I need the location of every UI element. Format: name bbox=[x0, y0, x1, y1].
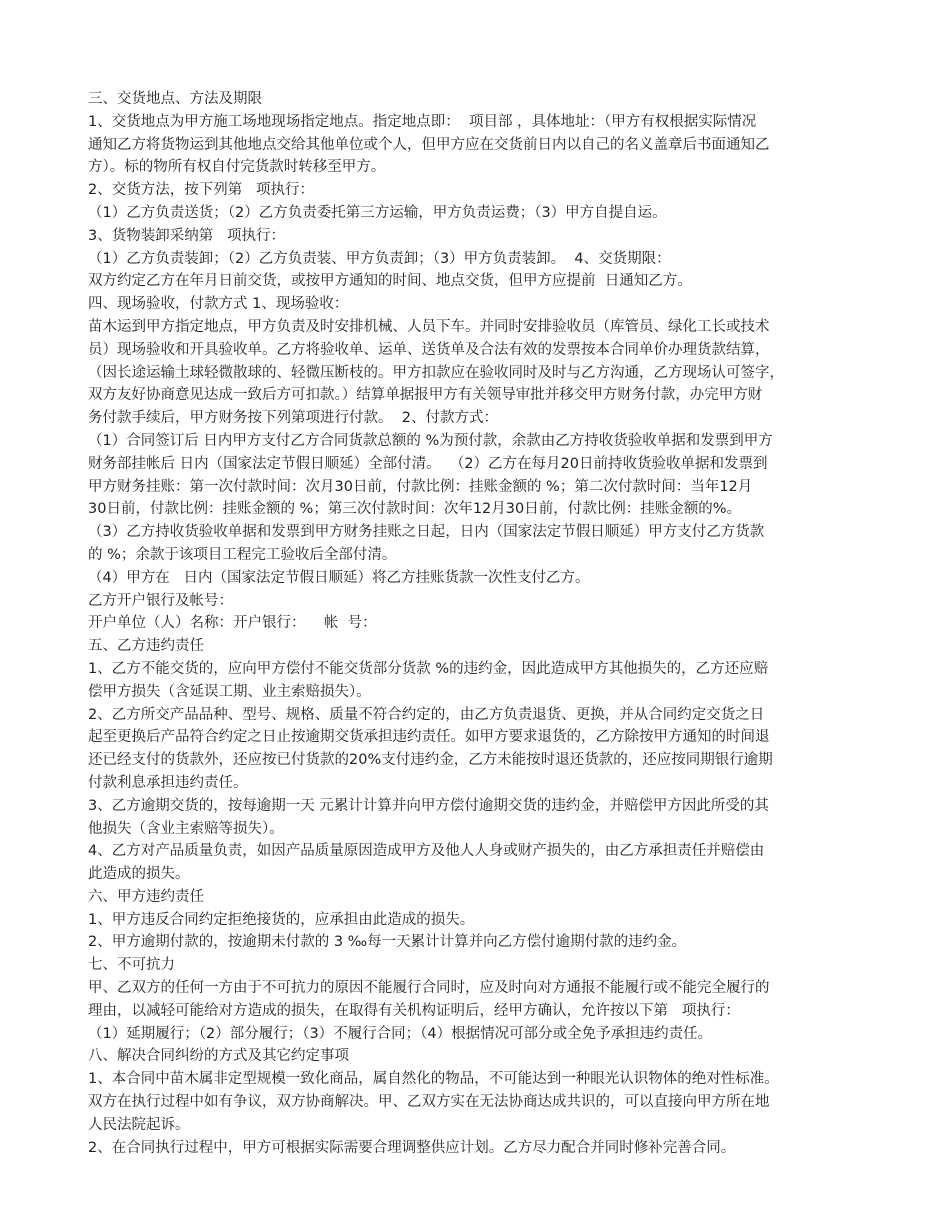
paragraph-line: 还已经支付的货款外，还应按已付货款的20%支付违约金，乙方未能按时退还货款的，还应按同期银行逾期 bbox=[88, 752, 773, 769]
paragraph-line: 双方友好协商意见达成一致后方可扣款。）结算单据报甲方有关领导审批并移交甲方财务付款，办完甲方财 bbox=[88, 387, 763, 404]
paragraph-line: 2、在合同执行过程中，甲方可根据实际需要合理调整供应计划。乙方尽力配合并同时修补完善合同。 bbox=[88, 1139, 736, 1156]
paragraph-line: 人民法院起诉。 bbox=[88, 1116, 190, 1133]
paragraph-line: 的 %；余款于该项目工程完工验收后全部付清。 bbox=[88, 546, 397, 563]
section-heading-dispute-resolution: 八、解决合同纠纷的方式及其它约定事项 bbox=[88, 1048, 349, 1065]
paragraph-line: （1）合同签订后 日内甲方支付乙方合同货款总额的 %为预付款，余款由乙方持收货验收单据和发票到甲方 bbox=[88, 432, 773, 449]
paragraph-line: 1、本合同中苗木属非定型规模一致化商品，属自然化的物品，不可能达到一种眼光认识物体的绝对性标准。 bbox=[88, 1071, 779, 1088]
paragraph-line: 1、甲方违反合同约定拒绝接货的，应承担由此造成的损失。 bbox=[88, 911, 475, 928]
paragraph-line: （1）乙方负责装卸；（2）乙方负责装、甲方负责卸；（3）甲方负责装卸。 4、交货期限： bbox=[88, 250, 671, 267]
paragraph-line: 方）。标的物所有权自付完货款时转移至甲方。 bbox=[88, 159, 386, 176]
paragraph-line: 苗木运到甲方指定地点，甲方负责及时安排机械、人员下车。并同时安排验收员（库管员、绿化工长或技术 bbox=[88, 318, 770, 335]
paragraph-line: 付款利息承担违约责任。 bbox=[88, 774, 248, 791]
paragraph-line: 理由，以减轻可能给对方造成的损失，在取得有关机构证明后，经甲方确认，允许按以下第 项执行： bbox=[88, 1002, 740, 1019]
section-heading-delivery: 三、交货地点、方法及期限 bbox=[88, 91, 262, 107]
paragraph-line: 务付款手续后，甲方财务按下列第项进行付款。 2、付款方式： bbox=[88, 410, 498, 427]
paragraph-line: 通知乙方将货物运到其他地点交给其他单位或个人，但甲方应在交货前日内以自己的名义盖章后书面通知乙 bbox=[88, 136, 770, 153]
paragraph-line: （1）延期履行；（2）部分履行；（3）不履行合同；（4）根据情况可部分或全免予承担违约责任。 bbox=[88, 1025, 713, 1042]
paragraph-line: （3）乙方持收货验收单据和发票到甲方财务挂账之日起，日内（国家法定节假日顺延）甲方支付乙方货款 bbox=[88, 524, 765, 541]
section-heading-acceptance-payment: 四、现场验收，付款方式 1、现场验收： bbox=[88, 296, 349, 313]
paragraph-line: 起至更换后产品符合约定之日止按逾期交货承担违约责任。如甲方要求退货的，乙方除按甲方通知的时间退 bbox=[88, 729, 770, 746]
section-heading-force-majeure: 七、不可抗力 bbox=[88, 957, 175, 974]
paragraph-line: 员）现场验收和开具验收单。乙方将验收单、运单、送货单及合法有效的发票按本合同单价办理货款结算， bbox=[88, 341, 770, 358]
paragraph-line: 2、乙方所交产品品种、型号、规格、质量不符合约定的，由乙方负责退货、更换，并从合同约定交货之日 bbox=[88, 706, 765, 723]
section-heading-seller-liability: 五、乙方违约责任 bbox=[88, 638, 204, 655]
paragraph-line: （因长途运输土球轻微散球的、轻微压断枝的。甲方扣款应在验收同时及时与乙方沟通，乙方现场认可签字， bbox=[88, 364, 784, 381]
paragraph-line: （1）乙方负责送货；（2）乙方负责委托第三方运输，甲方负责运费；（3）甲方自提自运。 bbox=[88, 204, 667, 221]
paragraph-line: 1、乙方不能交货的，应向甲方偿付不能交货部分货款 %的违约金，因此造成甲方其他损失的，乙方还应赔 bbox=[88, 660, 769, 677]
bank-account-label: 乙方开户银行及帐号： bbox=[88, 592, 233, 609]
paragraph-line: （4）甲方在 日内（国家法定节假日顺延）将乙方挂账货款一次性支付乙方。 bbox=[88, 569, 590, 586]
paragraph-line: 3、乙方逾期交货的，按每逾期一天 元累计计算并向甲方偿付逾期交货的违约金，并赔偿甲方因此所受的其 bbox=[88, 797, 769, 814]
paragraph-line: 此造成的损失。 bbox=[88, 866, 190, 883]
paragraph-line: 偿甲方损失（含延误工期、业主索赔损失）。 bbox=[88, 683, 371, 700]
paragraph-line: 甲、乙双方的任何一方由于不可抗力的原因不能履行合同时，应及时向对方通报不能履行或不能完全履行的 bbox=[88, 980, 770, 997]
paragraph-line: 4、乙方对产品质量负责，如因产品质量原因造成甲方及他人人身或财产损失的，由乙方承担责任并赔偿由 bbox=[88, 843, 765, 860]
section-heading-buyer-liability: 六、甲方违约责任 bbox=[88, 888, 204, 905]
paragraph-line: 2、交货方法，按下列第 项执行： bbox=[88, 182, 315, 199]
bank-account-fields: 开户单位（人）名称：开户银行： 帐 号： bbox=[88, 615, 377, 632]
paragraph-line: 甲方财务挂账：第一次付款时间：次月30日前，付款比例：挂账金额的 %；第二次付款时间：当年12月 bbox=[88, 478, 753, 495]
paragraph-line: 双方在执行过程中如有争议，双方协商解决。甲、乙双方实在无法协商达成共识的，可以直接向甲方所在地 bbox=[88, 1094, 770, 1111]
paragraph-line: 1、交货地点为甲方施工场地现场指定地点。指定地点即： 项目部 ，具体地址：（甲方有权根据实际情况 bbox=[88, 113, 757, 130]
paragraph-line: 2、甲方逾期付款的，按逾期未付款的 3 ‰每一天累计计算并向乙方偿付逾期付款的违约金。 bbox=[88, 934, 687, 951]
paragraph-line: 财务部挂帐后 日内（国家法定节假日顺延）全部付清。 （2）乙方在每月20日前持收货验收单据和发票到 bbox=[88, 455, 768, 472]
paragraph-line: 3、货物装卸采纳第 项执行： bbox=[88, 227, 286, 244]
paragraph-line: 他损失（含业主索赔等损失）。 bbox=[88, 820, 284, 837]
paragraph-line: 双方约定乙方在年月日前交货，或按甲方通知的时间、地点交货，但甲方应提前 日通知乙方。 bbox=[88, 273, 692, 290]
paragraph-line: 30日前，付款比例：挂账金额的 %；第三次付款时间：次年12月30日前，付款比例：挂账金额的%。 bbox=[88, 501, 742, 518]
